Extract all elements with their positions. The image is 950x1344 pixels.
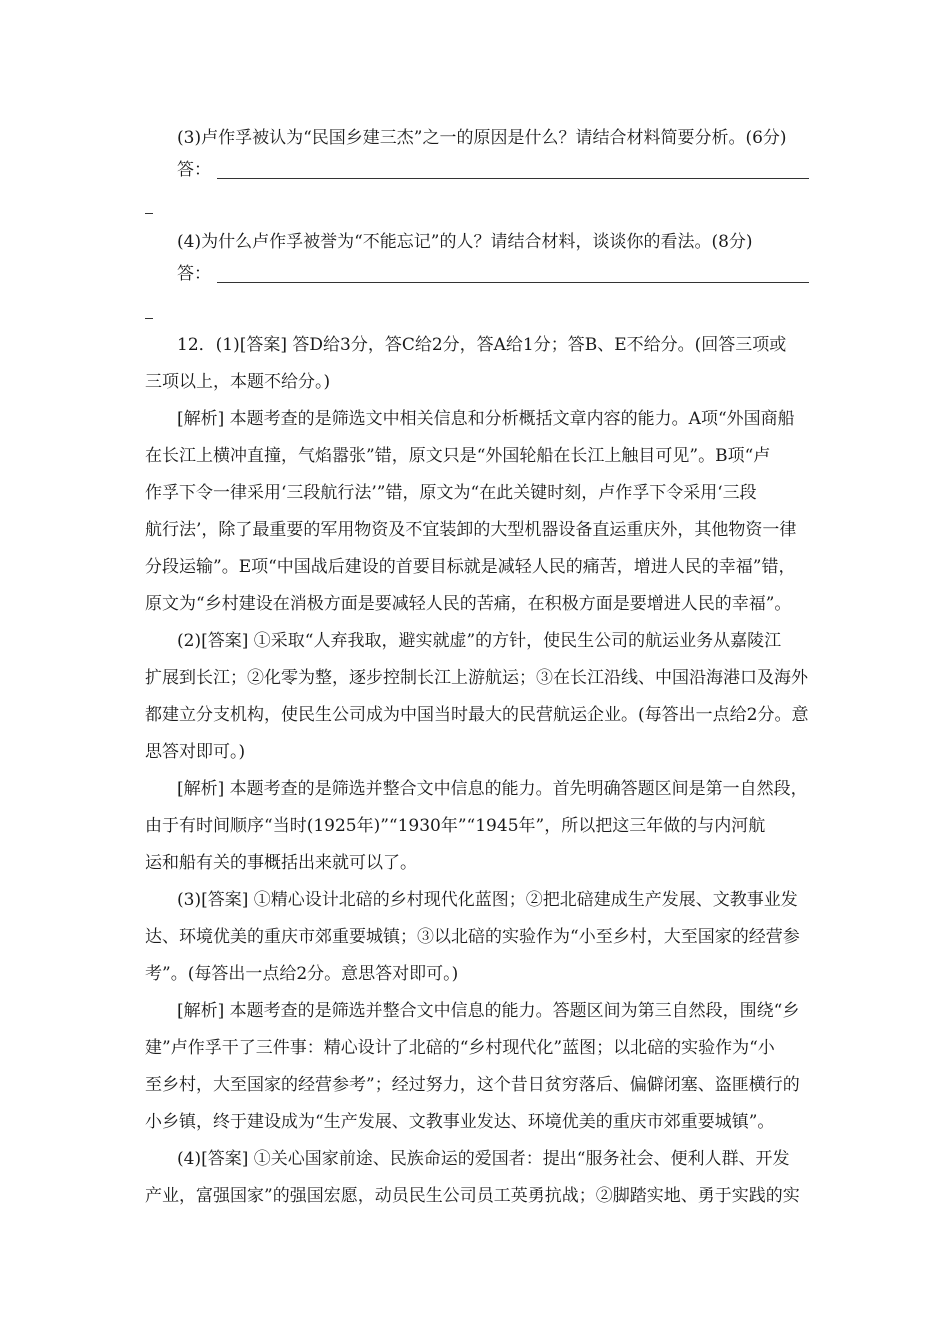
solution-1-answer-line: 三项以上，本题不给分。) — [145, 372, 331, 392]
solution-1-analysis-line: 作孚下令一律采用‘三段航行法’”错，原文为“在此关键时刻，卢作孚下令采用‘三段 — [145, 483, 757, 503]
solution-4-answer-line: 产业，富强国家”的强国宏愿，动员民生公司员工英勇抗战；②脚踏实地、勇于实践的实 — [145, 1186, 800, 1206]
solution-2-analysis-line: 运和船有关的事概括出来就可以了。 — [145, 853, 417, 873]
question-4-prompt: (4)为什么卢作孚被誉为“不能忘记”的人？请结合材料，谈谈你的看法。(8分) — [177, 232, 753, 252]
solution-2-answer-line: 都建立分支机构，使民生公司成为中国当时最大的民营航运企业。(每答出一点给2分。意 — [145, 705, 809, 725]
solution-2-answer-line: 思答对即可。) — [145, 742, 246, 762]
solution-2-analysis-line: 由于有时间顺序“当时(1925年)”“1930年”“1945年”，所以把这三年做的与内河航 — [145, 816, 766, 836]
solution-2-analysis-line: [解析] 本题考查的是筛选并整合文中信息的能力。首先明确答题区间是第一自然段， — [177, 779, 808, 799]
solution-1-analysis-line: 分段运输”。E项“中国战后建设的首要目标就是减轻人民的痛苦，增进人民的幸福”错， — [145, 557, 796, 577]
question-4-answer-area[interactable] — [177, 264, 809, 286]
solution-3-analysis-line: [解析] 本题考查的是筛选并整合文中信息的能力。答题区间为第三自然段，围绕“乡 — [177, 1001, 800, 1021]
question-3-prompt: (3)卢作孚被认为“民国乡建三杰”之一的原因是什么？请结合材料简要分析。(6分) — [177, 128, 787, 148]
continuation-dash — [145, 318, 153, 319]
solution-2-answer-line: (2)[答案] ①采取“人弃我取，避实就虚”的方针，使民生公司的航运业务从嘉陵江 — [177, 631, 782, 651]
question-3-answer-area[interactable] — [177, 160, 809, 182]
solution-1-analysis-line: 航行法’，除了最重要的军用物资及不宜装卸的大型机器设备直运重庆外，其他物资一律 — [145, 520, 797, 540]
solution-3-analysis-line: 小乡镇，终于建设成为“生产发展、文教事业发达、环境优美的重庆市郊重要城镇”。 — [145, 1112, 775, 1132]
solution-1-analysis-line: 原文为“乡村建设在消极方面是要减轻人民的苦痛，在积极方面是要增进人民的幸福”。 — [145, 594, 792, 614]
solution-3-analysis-line: 建”卢作孚干了三件事：精心设计了北碚的“乡村现代化”蓝图；以北碚的实验作为“小 — [145, 1038, 775, 1058]
solution-2-answer-line: 扩展到长江；②化零为整，逐步控制长江上游航运；③在长江沿线、中国沿海港口及海外 — [145, 668, 808, 688]
solution-1-analysis-line: 在长江上横冲直撞，气焰嚣张”错，原文只是“外国轮船在长江上触目可见”。B项“卢 — [145, 446, 771, 466]
answer-underline — [217, 178, 809, 179]
continuation-dash — [145, 213, 153, 214]
answer-label: 答： — [177, 160, 211, 180]
answer-label: 答： — [177, 264, 211, 284]
answer-underline — [217, 282, 809, 283]
solution-3-answer-line: 达、环境优美的重庆市郊重要城镇；③以北碚的实验作为“小至乡村，大至国家的经营参 — [145, 927, 800, 947]
solution-1-answer-line: 12．(1)[答案] 答D给3分，答C给2分，答A给1分；答B、E不给分。(回答三项或 — [177, 335, 787, 355]
solution-4-answer-line: (4)[答案] ①关心国家前途、民族命运的爱国者：提出“服务社会、便利人群、开发 — [177, 1149, 790, 1169]
solution-3-answer-line: (3)[答案] ①精心设计北碚的乡村现代化蓝图；②把北碚建成生产发展、文教事业发 — [177, 890, 798, 910]
solution-3-answer-line: 考”。(每答出一点给2分。意思答对即可。) — [145, 964, 459, 984]
solution-1-analysis-line: [解析] 本题考查的是筛选文中相关信息和分析概括文章内容的能力。A项“外国商船 — [177, 409, 795, 429]
solution-3-analysis-line: 至乡村，大至国家的经营参考”；经过努力，这个昔日贫穷落后、偏僻闭塞、盗匪横行的 — [145, 1075, 800, 1095]
